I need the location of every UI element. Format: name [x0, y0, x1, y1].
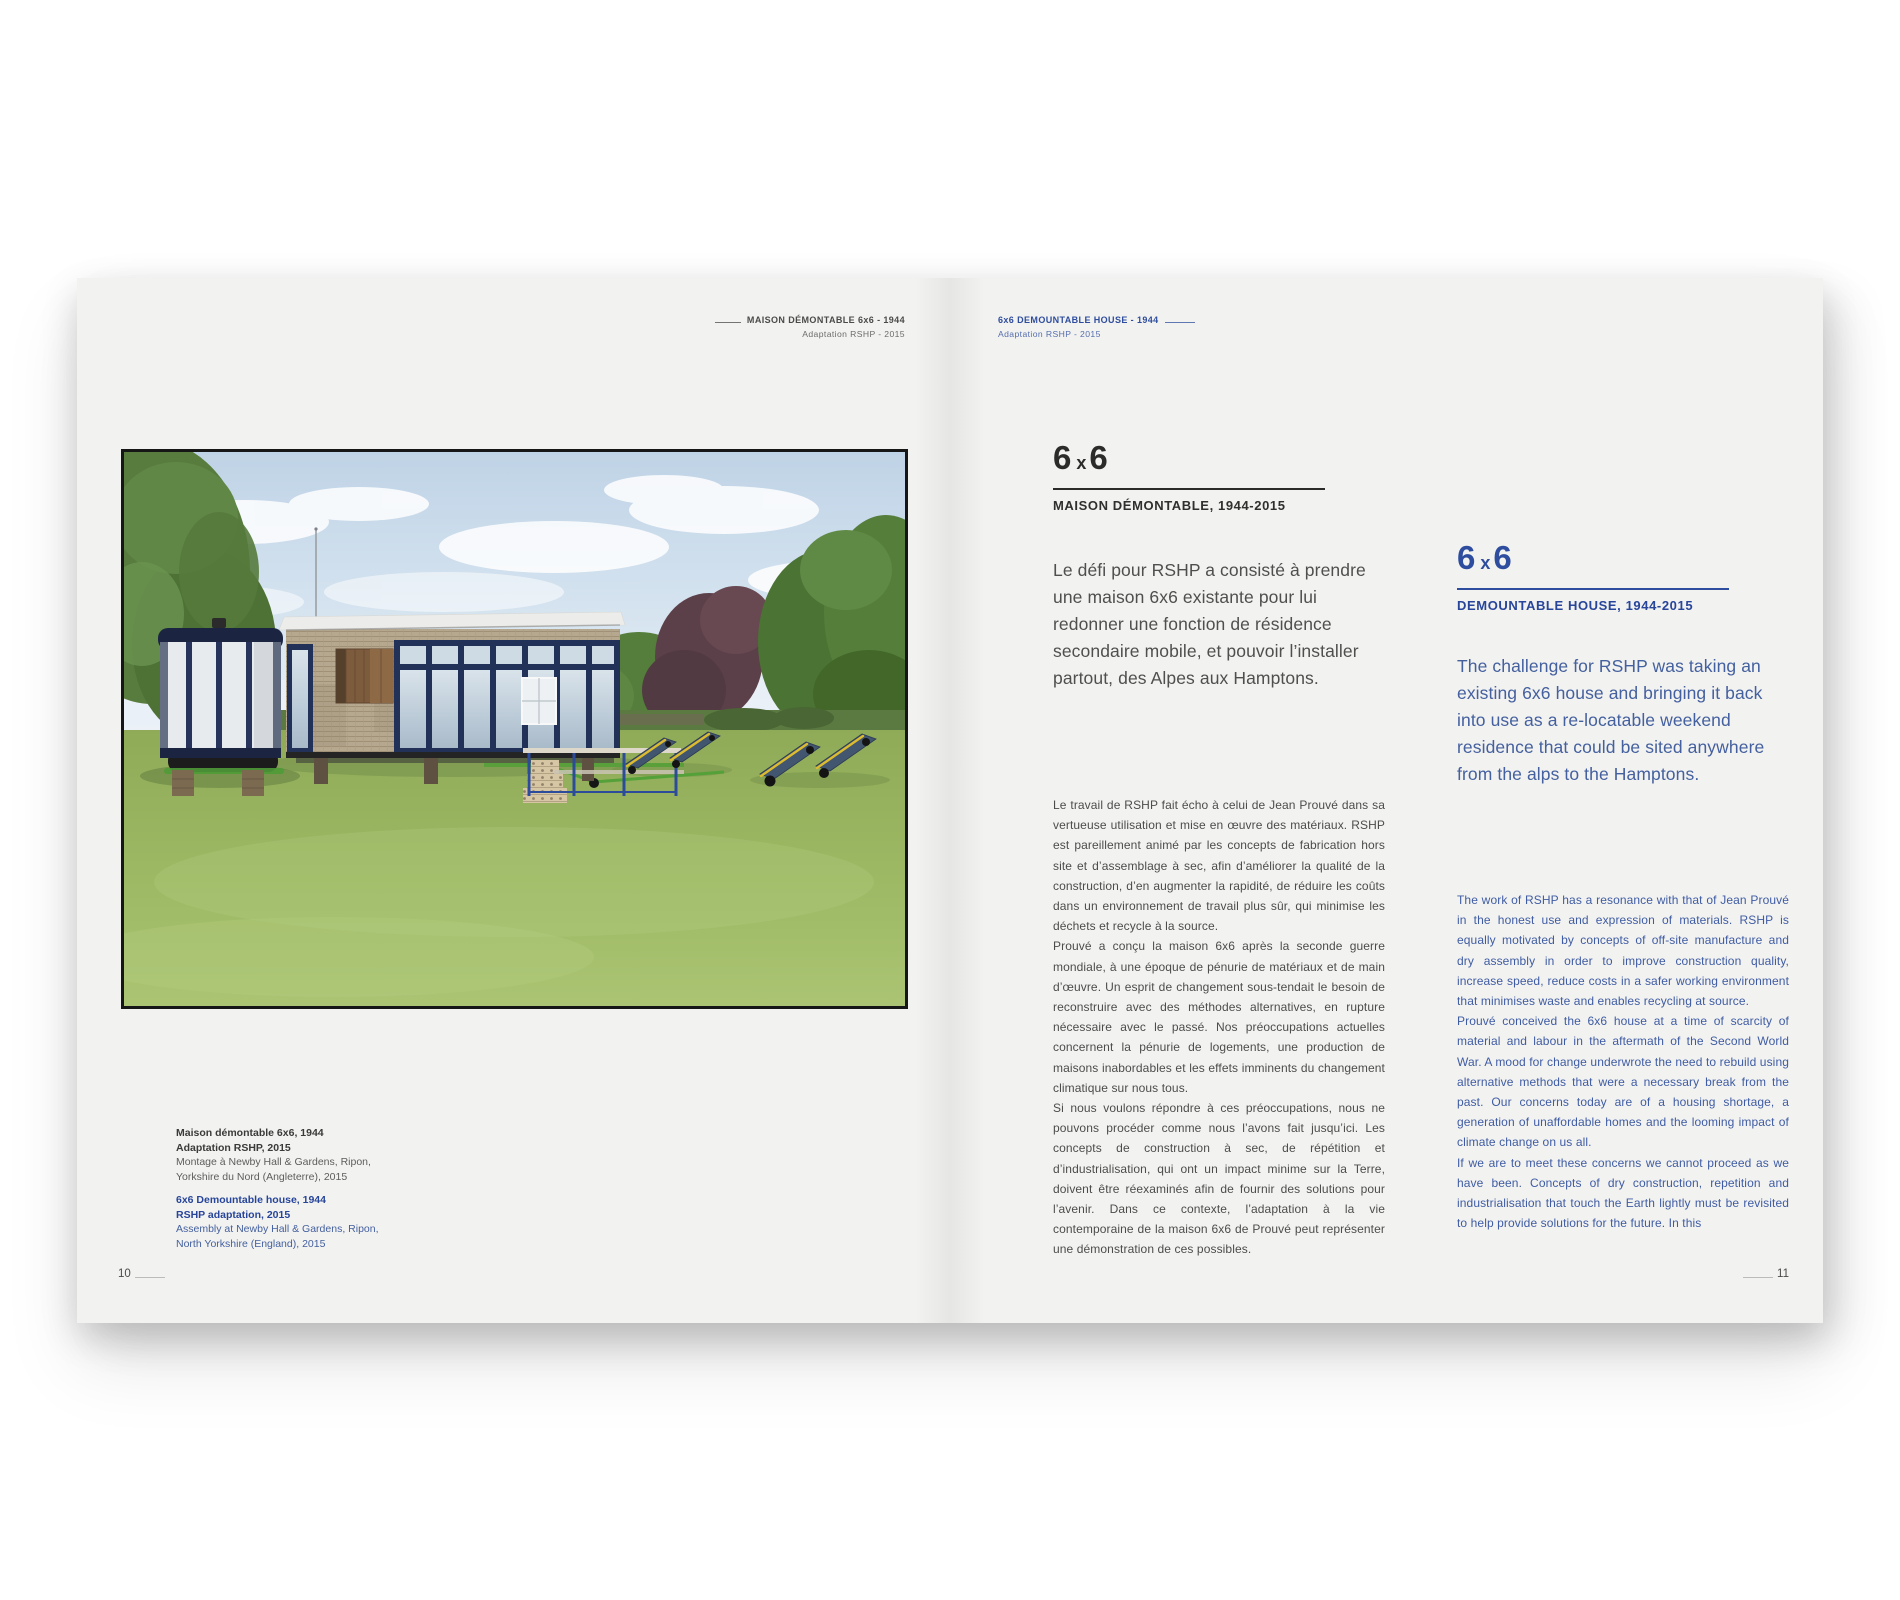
french-column — [1053, 438, 1385, 1260]
body-paragraph: Si nous voulons répondre à ces préoccupations, nous ne pouvons procéder comme nous l’avons fait jusqu’ici. Les concepts de construction à sec, de répétition et d’industrialisation, qui ont un impact minime sur la Terre, doivent être réexaminés afin de fournir des solutions pour l’avenir. Dans ce contexte, l’adaptation à la vie contemporaine de la maison 6x6 de Prouvé peut représenter une démonstration de ces possibles. — [1053, 1101, 1385, 1257]
caption-line: Maison démontable 6x6, 1944 — [176, 1127, 324, 1139]
folio-rule — [135, 1277, 165, 1278]
photo-caption — [176, 1126, 476, 1251]
title-x: x — [1480, 553, 1491, 573]
running-head-subtitle-left: Adaptation RSHP - 2015 — [802, 329, 905, 339]
folio: 10 — [118, 1268, 131, 1280]
caption-line: Assembly at Newby Hall & Gardens, Ripon, — [176, 1223, 379, 1235]
page-gutter — [915, 278, 985, 1323]
page-number-right — [1743, 1268, 1789, 1280]
title-digit: 6 — [1457, 539, 1478, 576]
running-head-title-left: MAISON DÉMONTABLE 6x6 - 1944 — [746, 315, 905, 325]
caption-line: Yorkshire du Nord (Angleterre), 2015 — [176, 1170, 348, 1183]
caption-line: Montage à Newby Hall & Gardens, Ripon, — [176, 1156, 371, 1168]
photo-caption-french — [176, 1126, 476, 1184]
body-paragraph: Prouvé conceived the 6x6 house at a time of scarcity of material and labour in the aftermath of the Second World War. A mood for change underwrote the need to rebuild using alternative methods that were a necessary break from the past. Our concerns today are of a housing shortage, a generation of unaffordable homes and the looming impact of climate change on us all. — [1457, 1014, 1789, 1150]
photo-caption-english — [176, 1193, 476, 1251]
body-paragraph: The work of RSHP has a resonance with that of Jean Prouvé in the honest use and expression of materials. RSHP is equally motivated by concepts of off-site manufacture and dry assembly in order to improve construction quality, increase speed, reduce costs in a safer working environment that minimises waste and enables recycling at source. — [1457, 893, 1789, 1009]
body-text-fr — [1053, 795, 1385, 1260]
body-paragraph: If we are to meet these concerns we cannot proceed as we have been. Concepts of dry construction, repetition and industrialisation that touch the Earth lightly must be revisited to help provide solutions for the future. In this — [1457, 1155, 1789, 1231]
title-x: x — [1076, 453, 1087, 473]
intro-paragraph-fr: Le défi pour RSHP a consisté à prendre une maison 6x6 existante pour lui redonner une fonction de résidence secondaire mobile, et pouvoir l’installer partout, des Alpes aux Hamptons. — [1053, 560, 1366, 688]
caption-line: 6x6 Demountable house, 1944 — [176, 1194, 326, 1206]
section-subtitle-fr: MAISON DÉMONTABLE, 1944-2015 — [1053, 498, 1286, 513]
page-number-left — [118, 1268, 165, 1280]
title-digit: 6 — [1089, 439, 1110, 476]
intro-paragraph-en: The challenge for RSHP was taking an existing 6x6 house and bringing it back into use as a re-locatable weekend residence that could be sited anywhere from the alps to the Hamptons. — [1457, 656, 1765, 784]
section-title-fr — [1053, 438, 1325, 490]
folio-rule — [1743, 1277, 1773, 1278]
house-photo — [121, 449, 908, 1009]
caption-line: Adaptation RSHP, 2015 — [176, 1141, 291, 1154]
section-title-en — [1457, 538, 1729, 590]
running-head-title-right: 6x6 DEMOUNTABLE HOUSE - 1944 — [998, 315, 1159, 325]
caption-line: North Yorkshire (England), 2015 — [176, 1237, 326, 1250]
running-head-rule — [715, 322, 741, 323]
title-digit: 6 — [1493, 539, 1514, 576]
title-digit: 6 — [1053, 439, 1074, 476]
body-paragraph: Le travail de RSHP fait écho à celui de Jean Prouvé dans sa vertueuse utilisation et mise en œuvre des matériaux. RSHP est pareillement animé par les concepts de fabrication hors site et d’assemblage à sec, afin d’améliorer la qualité de la construction, d’en augmenter la rapidité, de réduire les coûts dans un environnement de travail plus sûr, qui minimise les déchets et recycle à la source. — [1053, 798, 1385, 934]
running-head-rule — [1165, 322, 1195, 323]
running-head-left — [715, 314, 905, 340]
english-column — [1457, 538, 1789, 1233]
running-head-right — [998, 314, 1195, 340]
book-spread — [77, 278, 1823, 1323]
house-photo-illustration — [124, 452, 905, 1006]
section-subtitle-en: DEMOUNTABLE HOUSE, 1944-2015 — [1457, 598, 1694, 613]
caption-line: RSHP adaptation, 2015 — [176, 1208, 291, 1221]
body-text-en — [1457, 890, 1789, 1233]
running-head-subtitle-right: Adaptation RSHP - 2015 — [998, 329, 1101, 339]
body-paragraph: Prouvé a conçu la maison 6x6 après la seconde guerre mondiale, à une époque de pénurie de matériaux et de main d’œuvre. Un esprit de changement sous-tendait le besoin de reconstruire avec des méthodes alternatives, en rupture nécessaire avec le passé. Nos préoccupations actuelles concernent la pénurie de logements, une production de maisons inabordables et les effets imminents du changement climatique sur nous tous. — [1053, 939, 1385, 1095]
folio: 11 — [1777, 1268, 1789, 1280]
